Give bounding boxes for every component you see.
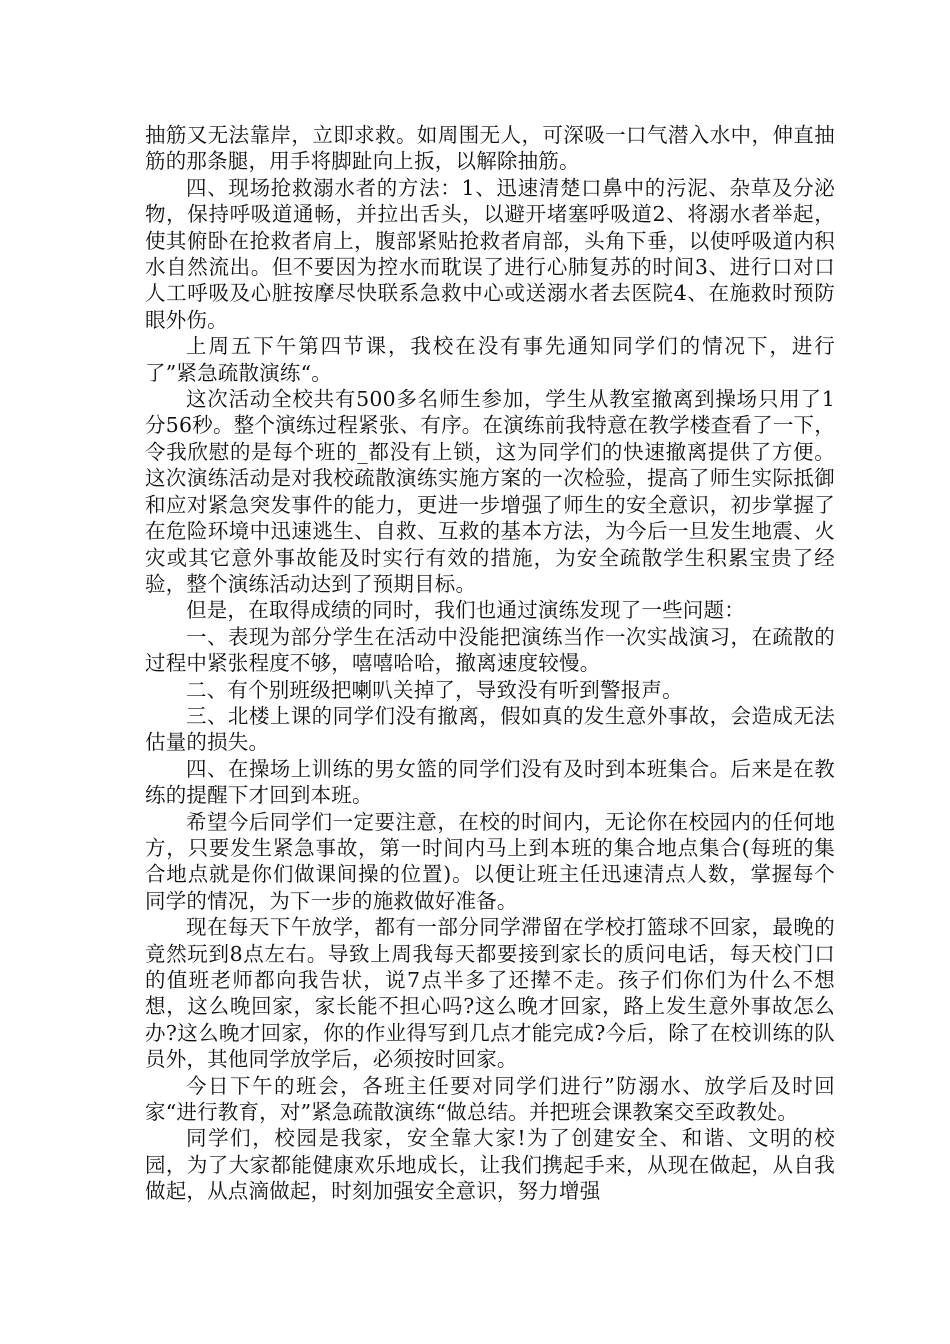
paragraph-5: 但是，在取得成绩的同时，我们也通过演练发现了一些问题： bbox=[186, 598, 745, 623]
paragraph-1: 抽筋又无法靠岸，立即求救。如周围无人，可深吸一口气潜入水中，伸直抽筋的那条腿，用手将脚趾向上扳，以解除抽筋。 bbox=[145, 123, 835, 174]
paragraph-13: 同学们，校园是我家，安全靠大家!为了创建安全、和谐、文明的校园，为了大家都能健康欢乐地成长，让我们携起手来，从现在做起，从自我做起，从点滴做起，时刻加强安全意识，努力增强 bbox=[145, 1126, 835, 1204]
paragraph-11: 现在每天下午放学，都有一部分同学滞留在学校打篮球不回家，最晚的竟然玩到8点左右。导致上周我每天都要接到家长的质问电话，每天校门口的值班老师都向我告状，说7点半多了还撵不走。孩子们你们为什么不想想，这么晚回家，家长能不担心吗?这么晚才回家，路上发生意外事故怎么办?这么晚才回家，你的作业得写到几点才能完成?今后，除了在校训练的队员外，其他同学放学后，必须按时回家。 bbox=[145, 915, 835, 1072]
paragraph-8: 三、北楼上课的同学们没有撤离，假如真的发生意外事故，会造成无法估量的损失。 bbox=[145, 703, 835, 755]
paragraph-3: 上周五下午第四节课，我校在没有事先通知同学们的情况下，进行了”紧急疏散演练“。 bbox=[145, 334, 835, 385]
paragraph-10: 希望今后同学们一定要注意，在校的时间内，无论你在校园内的任何地方，只要发生紧急事故，第一时间内马上到本班的集合地点集合(每班的集合地点就是你们做课间操的位置)。以便让班主任迅速清点人数，掌握每个同学的情况，为下一步的施救做好准备。 bbox=[145, 809, 835, 913]
paragraph-6: 一、表现为部分学生在活动中没能把演练当作一次实战演习，在疏散的过程中紧张程度不够，嘻嘻哈哈，撤离速度较慢。 bbox=[145, 624, 835, 676]
document-body bbox=[145, 122, 835, 1205]
paragraph-12: 今日下午的班会，各班主任要对同学们进行”防溺水、放学后及时回家“进行教育，对”紧急疏散演练“做总结。并把班会课教案交至政教处。 bbox=[145, 1073, 835, 1125]
paragraph-9: 四、在操场上训练的男女篮的同学们没有及时到本班集合。后来是在教练的提醒下才回到本班。 bbox=[145, 756, 835, 808]
paragraph-2: 四、现场抢救溺水者的方法：1、迅速清楚口鼻中的污泥、杂草及分泌物，保持呼吸道通畅，并拉出舌头，以避开堵塞呼吸道2、将溺水者举起，使其俯卧在抢救者肩上，腹部紧贴抢救者肩部，头角下垂，以使呼吸道内积水自然流出。但不要因为控水而耽误了进行心肺复苏的时间3、进行口对口人工呼吸及心脏按摩尽快联系急救中心或送溺水者去医院4、在施救时预防眼外伤。 bbox=[145, 175, 835, 332]
paragraph-7: 二、有个别班级把喇叭关掉了，导致没有听到警报声。 bbox=[186, 677, 683, 702]
paragraph-4: 这次活动全校共有500多名师生参加，学生从教室撤离到操场只用了1分56秒。整个演练过程紧张、有序。在演练前我特意在教学楼查看了一下，令我欣慰的是每个班的_都没有上锁，这为同学们的快速撤离提供了方便。这次演练活动是对我校疏散演练实施方案的一次检验，提高了师生实际抵御和应对紧急突发事件的能力，更进一步增强了师生的安全意识，初步掌握了在危险环境中迅速逃生、自救、互救的基本方法，为今后一旦发生地震、火灾或其它意外事故能及时实行有效的措施，为安全疏散学生积累宝贵了经验，整个演练活动达到了预期目标。 bbox=[145, 387, 835, 596]
